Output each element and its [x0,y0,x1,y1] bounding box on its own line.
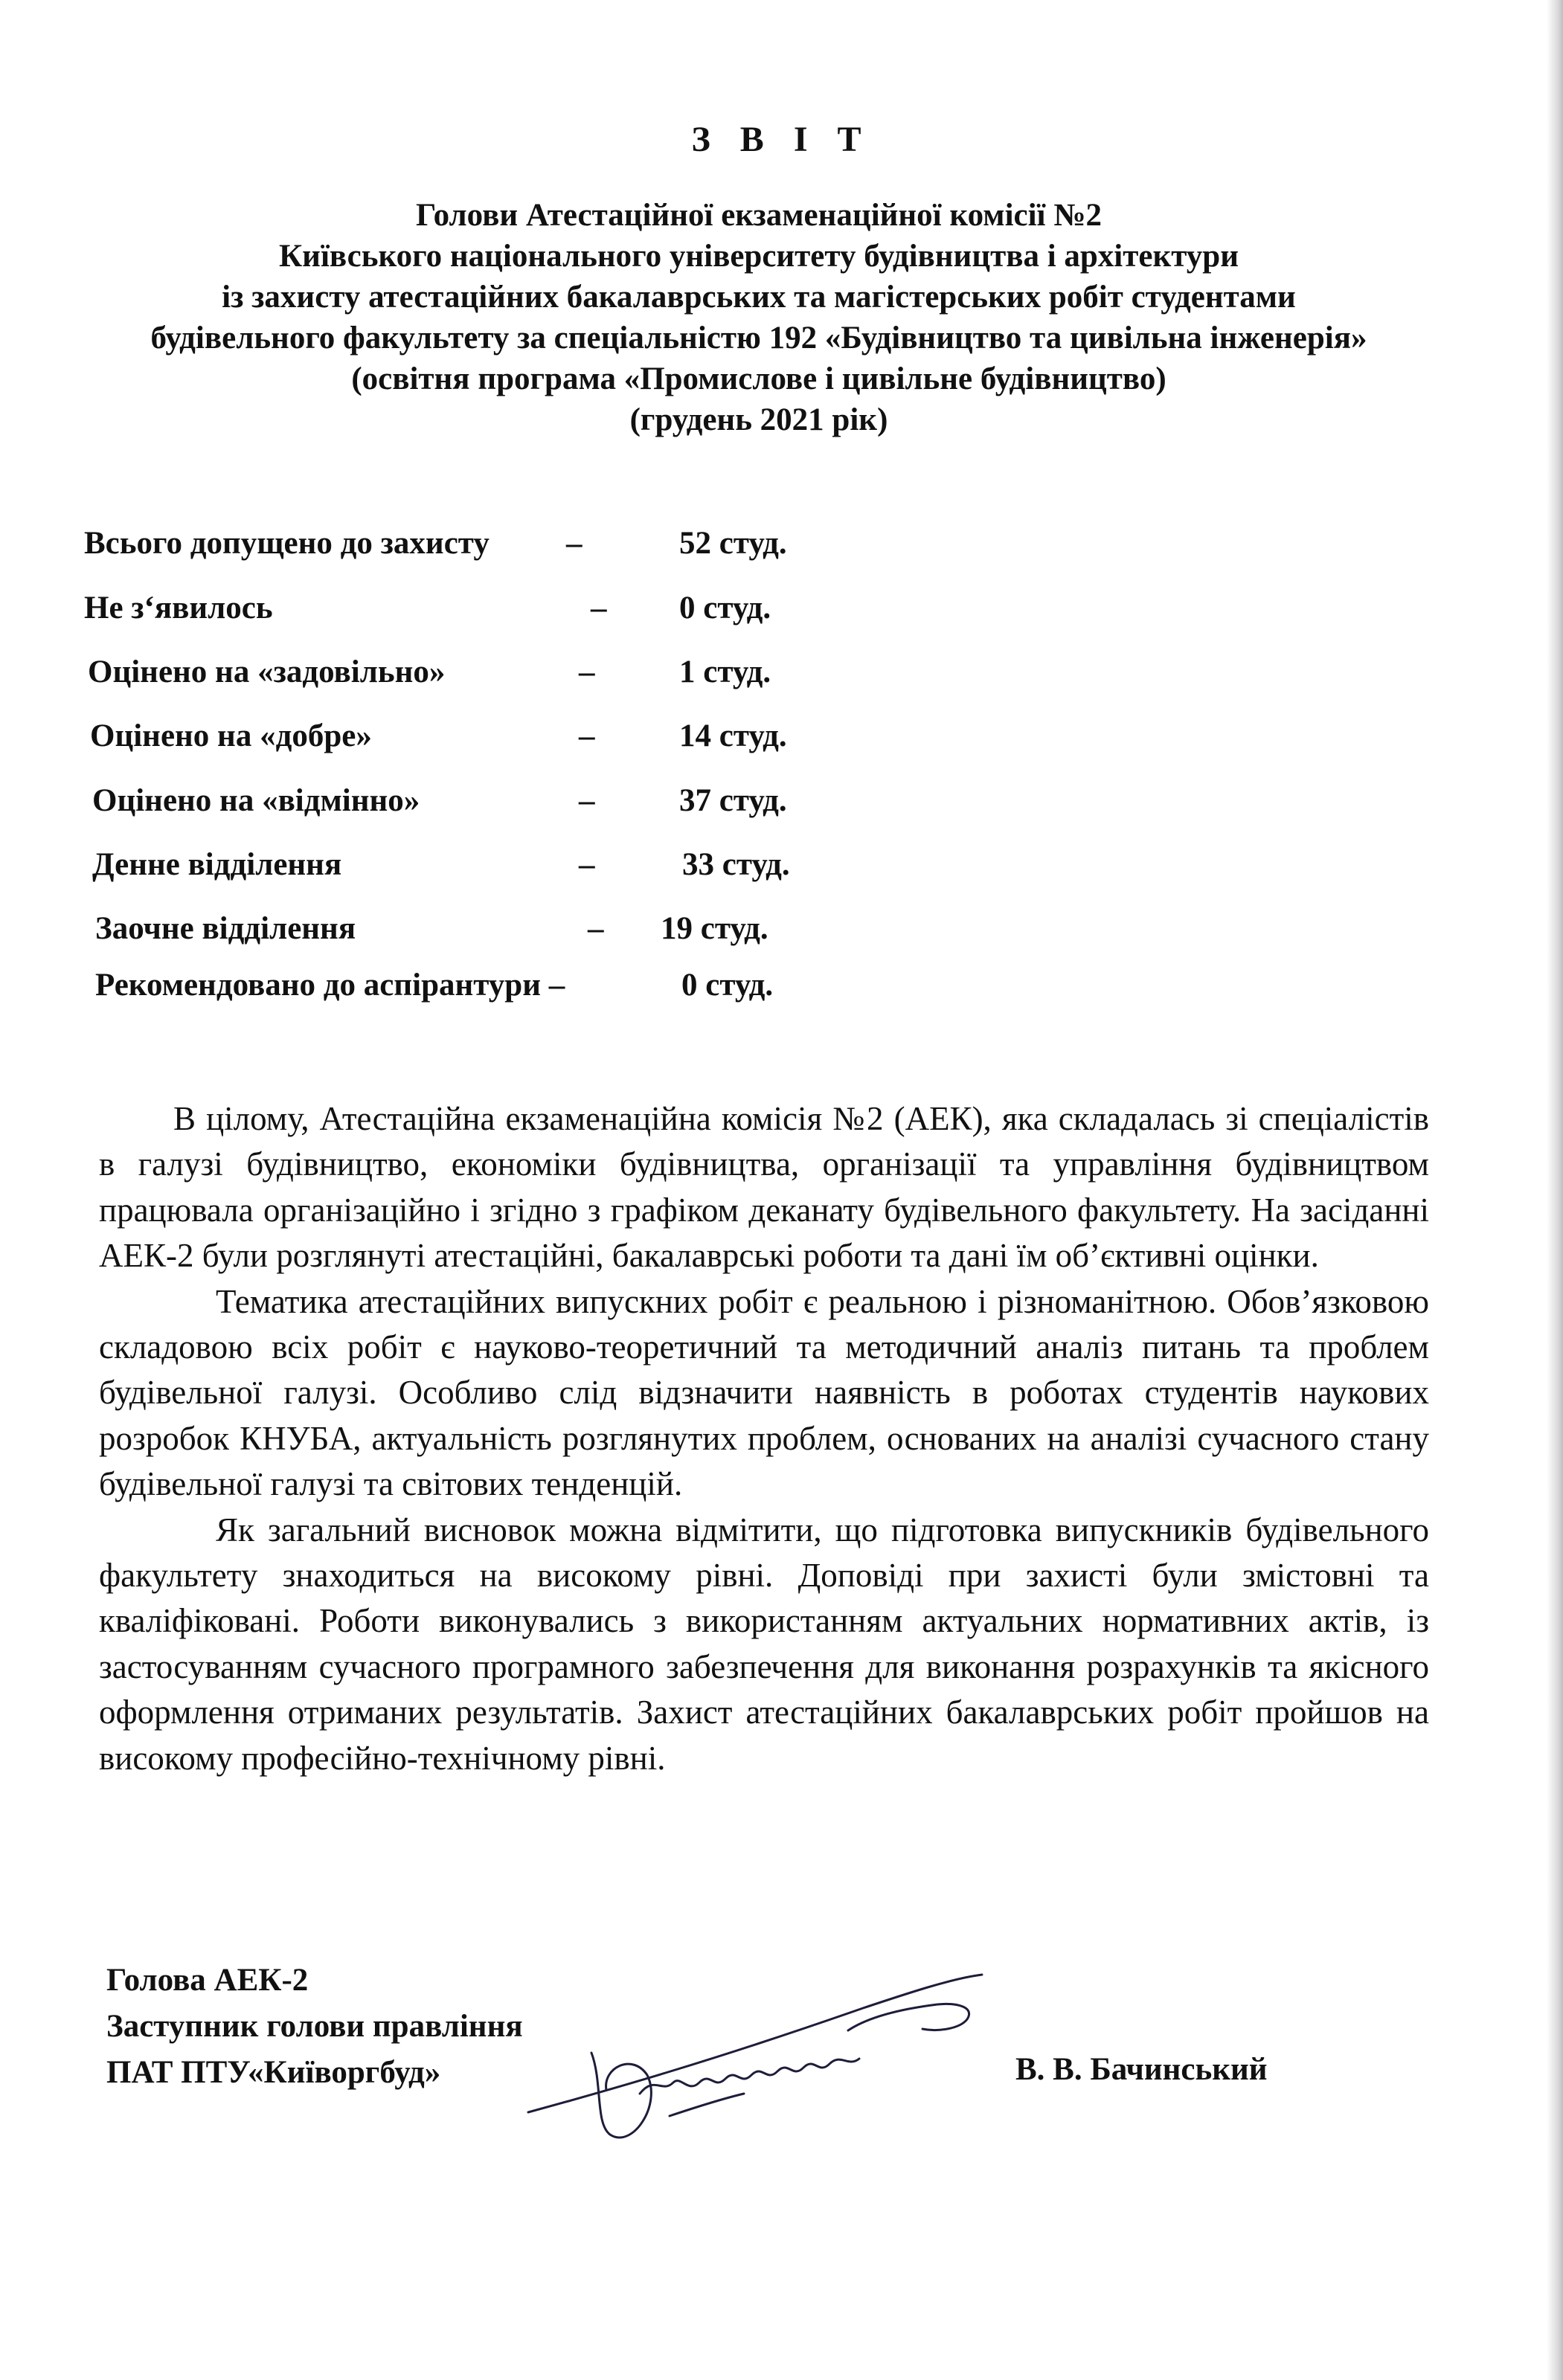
stat-label: Не з‘явилось [84,591,273,625]
stat-value: 0 студ. [679,591,771,625]
signatory-position: Заступник голови правління [106,2009,523,2044]
stat-value: 1 студ. [679,654,771,689]
stat-value: 37 студ. [679,783,787,818]
signatory-organization: ПАТ ПТУ«Київоргбуд» [106,2055,441,2090]
stat-value: 19 студ. [661,911,768,946]
stat-dash: – [579,654,595,689]
stat-dash: – [566,526,582,561]
stat-value: 52 студ. [679,526,787,561]
handwritten-signature [521,1964,997,2157]
stat-label: Рекомендовано до аспірантури – [95,968,565,1003]
header-line: (грудень 2021 рік) [629,402,888,437]
stat-label: Заочне відділення [95,911,356,946]
stat-label: Оцінено на «відмінно» [92,783,420,818]
signatory-block [106,1958,523,2096]
header-line: (освітня програма «Промислове і цивільне будівництво) [351,361,1166,396]
stat-dash: – [579,847,595,882]
stat-dash: – [579,718,595,753]
stat-dash: – [588,911,604,946]
stat-label: Денне відділення [92,847,342,882]
stat-value: 33 студ. [682,847,790,882]
body-paragraph: Тематика атестаційних випускних робіт є реальною і різноманітною. Обов’язковою складовою всіх робіт є науково-теоретичний та методичний аналіз питань та проблем будівельної галузі. Особливо слід відзначити наявність в роботах студентів наукових розробок КНУБА, актуальність розглянутих проблем, основаних на аналізі сучасного стану будівельної галузі та світових тенденцій. [99,1282,1429,1503]
document-title: З В І Т [691,120,872,159]
body-paragraph: Як загальний висновок можна відмітити, що підготовка випускників будівельного факультету знаходиться на високому рівні. Доповіді при захисті були змістовні та кваліфіковані. Роботи виконувались з використанням актуальних нормативних актів, із застосуванням сучасного програмного забезпечення для виконання розрахунків та якісного оформлення отриманих результатів. Захист атестаційних бакалаврських робіт пройшов на високому професійно-технічному рівні. [99,1511,1429,1777]
report-body [99,1096,1429,1781]
signatory-name: В. В. Бачинський [1015,2052,1268,2087]
header-line: будівельного факультету за спеціальністю 192 «Будівництво та цивільна інженерія» [150,321,1367,356]
stat-dash: – [579,783,595,818]
stat-value: 14 студ. [679,718,787,753]
stat-value: 0 студ. [681,968,774,1003]
header-line: Київського національного університету будівництва і архітектури [279,239,1239,274]
stat-label: Оцінено на «добре» [90,718,372,753]
header-line: із захисту атестаційних бакалаврських та магістерських робіт студентами [222,280,1296,315]
stat-label: Всього допущено до захисту [84,526,490,561]
scan-edge-shadow [1547,0,1563,2380]
stat-label: Оцінено на «задовільно» [88,654,446,689]
signatory-position: Голова АЕК-2 [106,1963,309,1998]
body-paragraph: В цілому, Атестаційна екзаменаційна комісія №2 (АЕК), яка складалась зі спеціалістів в галузі будівництво, економіки будівництва, організації та управління будівництвом працювала організаційно і згідно з графіком деканату будівельного факультету. На засіданні АЕК-2 були розглянуті атестаційні, бакалаврські роботи та дані їм об’єктивні оцінки. [99,1100,1429,1275]
stat-dash: – [591,591,607,625]
header-line: Голови Атестаційної екзаменаційної комісії №2 [416,198,1102,233]
document-header [74,195,1443,440]
